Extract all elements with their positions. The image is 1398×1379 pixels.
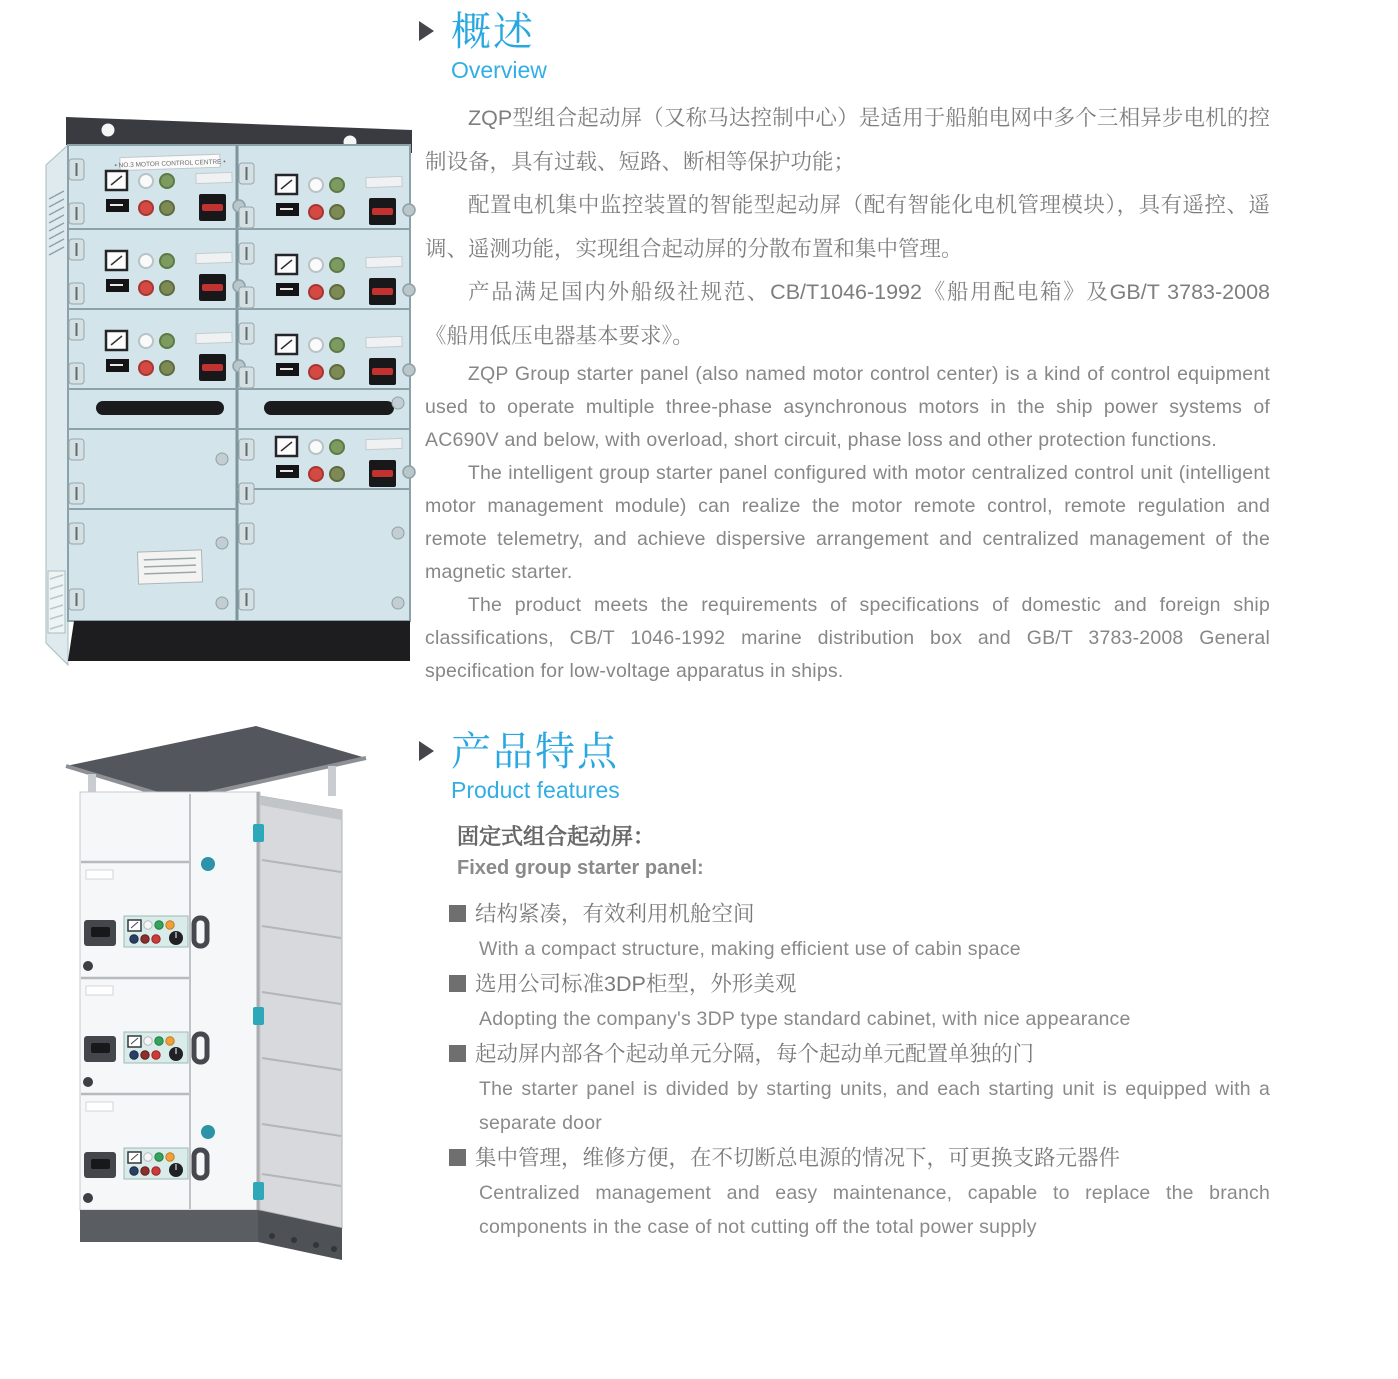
cabinet-photo-front-view	[38, 103, 420, 685]
features-subtitle-en: Fixed group starter panel:	[457, 857, 704, 879]
side-vent-lower	[48, 571, 65, 633]
door-handle-bar[interactable]	[96, 401, 224, 415]
features-title-zh: 产品特点	[451, 730, 619, 774]
svg-text:• NO.3 MOTOR CONTROL CENTRE •: • NO.3 MOTOR CONTROL CENTRE •	[114, 158, 226, 170]
bullet-square-icon	[449, 1149, 466, 1166]
overview-paragraph-en: The product meets the requirements of specifications of domestic and foreign ship classifications, CB/T 1046-1992 marine distribution box and GB/T 3783-2008 General specification for low-voltage apparatus in ships.	[425, 594, 1270, 682]
section-product-features	[425, 730, 1270, 1244]
cabinet-photo-perspective-view	[58, 712, 380, 1274]
overview-paragraph-zh: 产品满足国内外船级社规范、CB/T1046-1992《船用配电箱》及GB/T 3783-2008《船用低压电器基本要求》。	[425, 280, 1270, 348]
list-item	[449, 896, 1270, 966]
rating-nameplate	[137, 550, 202, 584]
door-handle-bar[interactable]	[264, 401, 394, 415]
features-header	[419, 730, 1270, 804]
cabinet-front-face	[80, 792, 260, 1210]
door-lock-knob[interactable]	[201, 1125, 215, 1139]
overview-paragraph-zh: 配置电机集中监控装置的智能型起动屏（配有智能化电机管理模块），具有遥控、遥调、遥测功能，实现组合起动屏的分散布置和集中管理。	[425, 193, 1270, 261]
feature-text-en: Centralized management and easy maintenance, capable to replace the branch components in the case of not cutting off the total power supply	[479, 1182, 1270, 1238]
feature-list	[449, 896, 1270, 1244]
feature-text-zh: 集中管理，维修方便，在不切断总电源的情况下，可更换支路元器件	[475, 1146, 1121, 1170]
cabinet-front-illustration	[38, 103, 420, 685]
cabinet-base	[80, 1210, 258, 1242]
section-arrow-icon	[419, 741, 434, 761]
bullet-square-icon	[449, 905, 466, 922]
feature-text-en: The starter panel is divided by starting units, and each starting unit is equipped with a separate door	[479, 1078, 1270, 1134]
features-subtitle-zh: 固定式组合起动屏：	[457, 824, 656, 849]
feature-text-zh: 起动屏内部各个起动单元分隔，每个起动单元配置单独的门	[475, 1042, 1035, 1066]
overview-header	[419, 10, 1270, 84]
feature-text-zh: 选用公司标准3DP柜型，外形美观	[475, 972, 797, 996]
feature-text-zh: 结构紧凑，有效利用机舱空间	[475, 902, 755, 926]
features-title-en: Product features	[451, 777, 620, 803]
list-item	[449, 966, 1270, 1036]
list-item	[449, 1140, 1270, 1244]
overview-title-zh: 概述	[451, 10, 535, 54]
text-column	[425, 10, 1270, 1244]
cabinet-perspective-illustration	[58, 712, 380, 1274]
cabinet-base	[68, 621, 410, 661]
feature-text-en: With a compact structure, making efficient use of cabin space	[479, 938, 1021, 960]
section-overview	[425, 10, 1270, 688]
list-item	[449, 1036, 1270, 1140]
cabinet-roof	[66, 726, 366, 800]
overview-paragraph-en: ZQP Group starter panel (also named motor control center) is a kind of control equipment used to operate multiple three-phase asynchronous motors in the ship power systems of AC690V and below, with overload, short circuit, phase loss and other protection functions.	[425, 363, 1270, 451]
door-lock-knob[interactable]	[201, 857, 215, 871]
overview-paragraph-zh: ZQP型组合起动屏（又称马达控制中心）是适用于船舶电网中多个三相异步电机的控制设备，具有过载、短路、断相等保护功能；	[425, 106, 1270, 174]
bullet-square-icon	[449, 1045, 466, 1062]
overview-paragraph-en: The intelligent group starter panel configured with motor centralized control unit (intelligent motor management module) can realize the motor remote control, remote regulation and remote telemetry, and achieve dispersive arrangement and centralized management of the magnetic starter.	[425, 462, 1270, 583]
section-arrow-icon	[419, 21, 434, 41]
feature-text-en: Adopting the company's 3DP type standard cabinet, with nice appearance	[479, 1008, 1131, 1030]
bullet-square-icon	[449, 975, 466, 992]
overview-title-en: Overview	[451, 57, 547, 83]
